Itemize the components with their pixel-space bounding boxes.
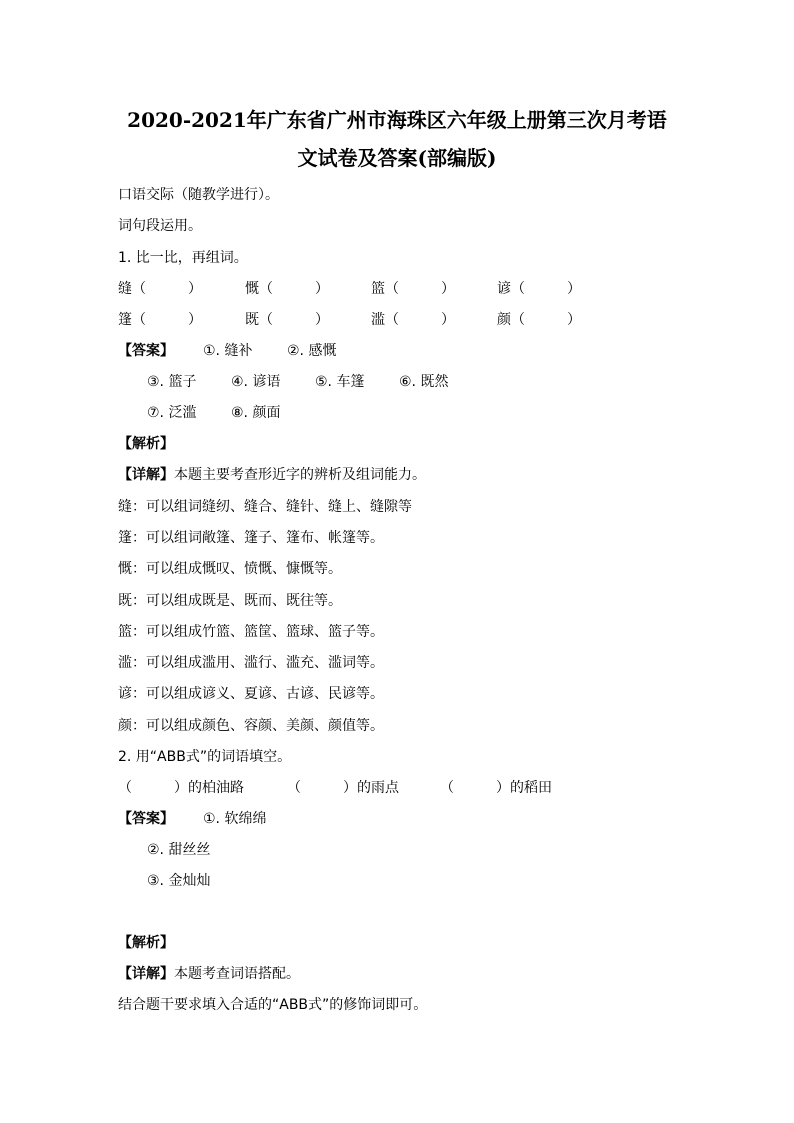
q1-explanation: 缝：可以组词缝纫、缝合、缝针、缝上、缝隙等	[118, 499, 412, 515]
q1-explanation: 滥：可以组成滥用、滥行、滥充、滥词等。	[118, 655, 384, 671]
q2-detail-label: 【详解】	[118, 966, 174, 982]
q2-answer-label: 【答案】	[118, 811, 174, 827]
intro-usage: 词句段运用。	[118, 218, 202, 234]
q1-explanation: 篮：可以组成竹篮、篮筐、篮球、篮子等。	[118, 624, 384, 640]
q1-answer: ①. 缝补	[203, 343, 253, 359]
q2-blank: （ ）的稻田	[440, 780, 552, 796]
q2-answer: ①. 软绵绵	[203, 811, 267, 827]
q1-answer: ⑦. 泛滥	[147, 405, 197, 421]
document-title-line1: 2020-2021年广东省广州市海珠区六年级上册第三次月考语	[127, 108, 667, 132]
q2-answer: ②. 甜丝丝	[147, 842, 211, 858]
q1-explanation: 篷：可以组词敞篷、篷子、篷布、帐篷等。	[118, 530, 384, 546]
q1-item: 篷（ ）	[118, 312, 202, 328]
q2-detail	[118, 965, 300, 983]
document-title-line2: 文试卷及答案(部编版)	[297, 146, 497, 170]
q1-detail	[118, 466, 426, 484]
q1-answer: ⑥. 既然	[399, 374, 449, 390]
q1-prompt: 1. 比一比，再组词。	[118, 250, 248, 266]
q1-item: 颜（ ）	[497, 312, 581, 328]
q1-answer-label: 【答案】	[118, 343, 174, 359]
q2-blank: （ ）的雨点	[287, 780, 399, 796]
q1-item: 既（ ）	[245, 312, 329, 328]
q1-item: 滥（ ）	[371, 312, 455, 328]
q1-detail-text: 本题主要考查形近字的辨析及组词能力。	[174, 467, 426, 483]
intro-oral: 口语交际（随教学进行）。	[118, 187, 279, 203]
q2-analysis-label: 【解析】	[118, 935, 174, 951]
q1-answer: ③. 篮子	[147, 374, 197, 390]
q1-analysis-label: 【解析】	[118, 436, 174, 452]
q1-explanation: 颜：可以组成颜色、容颜、美颜、颜值等。	[118, 718, 384, 734]
q2-answer: ③. 金灿灿	[147, 873, 211, 889]
q1-answer: ⑧. 颜面	[231, 405, 281, 421]
q1-answer: ⑤. 车篷	[315, 374, 365, 390]
q1-explanation: 谚：可以组成谚义、夏谚、古谚、民谚等。	[118, 686, 384, 702]
q1-answer: ②. 感慨	[287, 343, 337, 359]
q1-item: 慨（ ）	[245, 281, 329, 297]
q2-conclusion: 结合题干要求填入合适的“ABB式”的修饰词即可。	[118, 997, 428, 1013]
q1-explanation: 慨：可以组成慨叹、愤慨、慷慨等。	[118, 561, 342, 577]
q1-answer: ④. 谚语	[231, 374, 281, 390]
q1-detail-label: 【详解】	[118, 467, 174, 483]
q2-prompt: 2. 用“ABB式”的词语填空。	[118, 749, 292, 765]
q1-explanation: 既：可以组成既是、既而、既往等。	[118, 593, 342, 609]
q2-blank: （ ）的柏油路	[118, 780, 244, 796]
q1-item: 缝（ ）	[118, 281, 202, 297]
q1-item: 篮（ ）	[371, 281, 455, 297]
q2-detail-text: 本题考查词语搭配。	[174, 966, 300, 982]
q1-item: 谚（ ）	[497, 281, 581, 297]
